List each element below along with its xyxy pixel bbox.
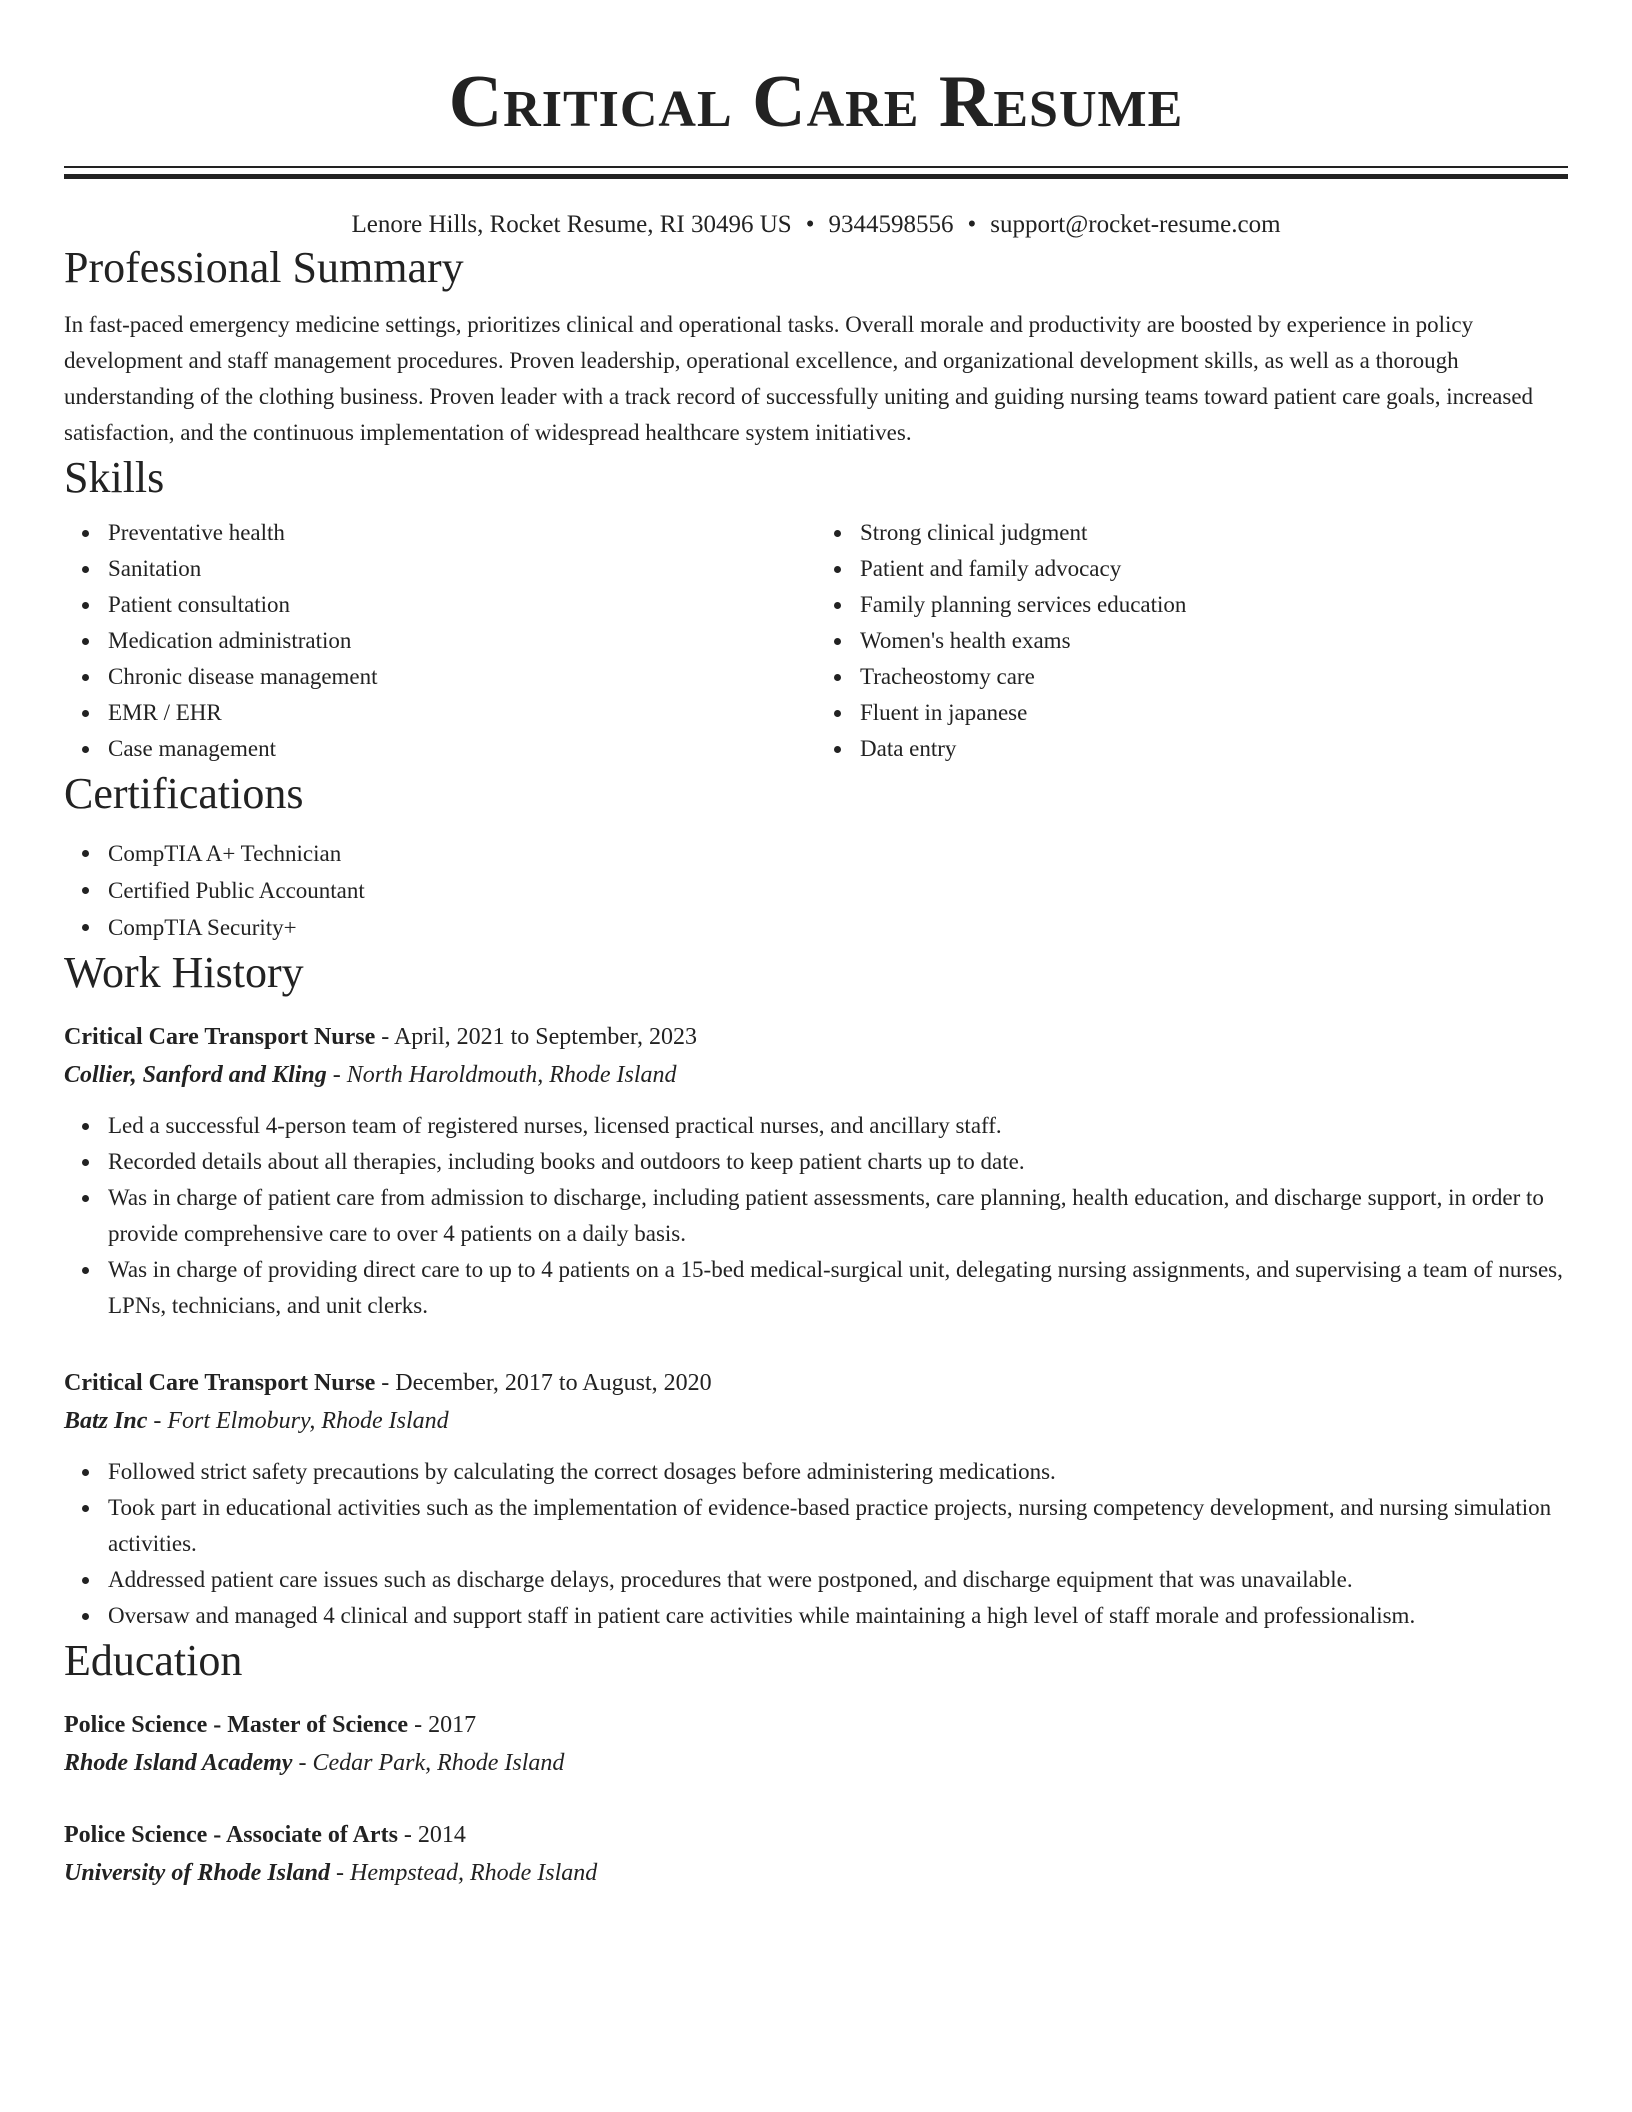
skill-item: Data entry — [860, 731, 1568, 767]
skills-list-left — [64, 515, 816, 767]
graduation-year: - 2017 — [408, 1712, 477, 1738]
job-bullet: Addressed patient care issues such as discharge delays, procedures that were postponed, and discharge equipment that was unavailable. — [108, 1562, 1568, 1598]
education-heading: Education — [64, 1636, 243, 1685]
job-location: - North Haroldmouth, Rhode Island — [326, 1062, 677, 1088]
job-company: Collier, Sanford and Kling — [64, 1062, 327, 1088]
skill-item: Chronic disease management — [108, 659, 816, 695]
skill-item: EMR / EHR — [108, 695, 816, 731]
school-location: - Hempstead, Rhode Island — [330, 1860, 598, 1886]
skill-item: Family planning services education — [860, 587, 1568, 623]
school-line — [64, 1744, 1568, 1782]
job-dates: - December, 2017 to August, 2020 — [375, 1370, 712, 1396]
certifications-list — [64, 835, 1568, 946]
skill-item: Patient and family advocacy — [860, 551, 1568, 587]
skill-item: Strong clinical judgment — [860, 515, 1568, 551]
job-title: Critical Care Transport Nurse — [64, 1024, 376, 1050]
job-entry — [64, 1364, 1568, 1634]
skill-item: Medication administration — [108, 623, 816, 659]
skills-list-right — [816, 515, 1568, 767]
resume-title: Critical Care Resume — [448, 61, 1184, 143]
job-title: Critical Care Transport Nurse — [64, 1370, 376, 1396]
job-company: Batz Inc — [64, 1408, 148, 1434]
job-bullet: Took part in educational activities such as the implementation of evidence-based practice projects, nursing competency development, and nursing simulation activities. — [108, 1490, 1568, 1562]
degree-line — [64, 1816, 1568, 1854]
job-bullet: Was in charge of providing direct care to up to 4 patients on a 15-bed medical-surgical unit, delegating nursing assignments, and supervising a team of nurses, LPNs, technicians, and unit clerks. — [108, 1252, 1568, 1324]
summary-heading: Professional Summary — [64, 243, 464, 292]
skills-columns — [64, 515, 1568, 767]
job-bullet: Was in charge of patient care from admission to discharge, including patient assessments, care planning, health education, and discharge support, in order to provide comprehensive care to over 4 patients on a daily basis. — [108, 1180, 1568, 1252]
job-title-line — [64, 1364, 1568, 1402]
contact-email: support@rocket-resume.com — [990, 211, 1281, 238]
title-divider-thin — [64, 166, 1568, 168]
job-entry — [64, 1018, 1568, 1324]
degree-line — [64, 1706, 1568, 1744]
skill-item: Patient consultation — [108, 587, 816, 623]
title-divider-thick — [64, 174, 1568, 179]
school-name: University of Rhode Island — [64, 1860, 331, 1886]
job-bullets — [64, 1454, 1568, 1634]
certification-item: Certified Public Accountant — [108, 872, 1568, 909]
contact-line — [64, 209, 1568, 241]
job-title-line — [64, 1018, 1568, 1056]
degree: Police Science - Associate of Arts — [64, 1822, 398, 1848]
graduation-year: - 2014 — [397, 1822, 466, 1848]
certifications-heading: Certifications — [64, 769, 304, 818]
school-location: - Cedar Park, Rhode Island — [292, 1750, 565, 1776]
job-bullet: Led a successful 4-person team of registered nurses, licensed practical nurses, and ancillary staff. — [108, 1108, 1568, 1144]
skill-item: Sanitation — [108, 551, 816, 587]
skill-item: Preventative health — [108, 515, 816, 551]
job-dates: - April, 2021 to September, 2023 — [375, 1024, 697, 1050]
certification-item: CompTIA A+ Technician — [108, 835, 1568, 872]
job-bullet: Recorded details about all therapies, including books and outdoors to keep patient charts up to date. — [108, 1144, 1568, 1180]
contact-separator: • — [805, 211, 815, 238]
contact-phone: 9344598556 — [828, 211, 954, 238]
skill-item: Tracheostomy care — [860, 659, 1568, 695]
skill-item: Fluent in japanese — [860, 695, 1568, 731]
contact-separator: • — [967, 211, 977, 238]
degree: Police Science - Master of Science — [64, 1712, 409, 1738]
work-history-heading: Work History — [64, 948, 304, 997]
job-location: - Fort Elmobury, Rhode Island — [147, 1408, 449, 1434]
job-bullet: Oversaw and managed 4 clinical and support staff in patient care activities while maintaining a high level of staff morale and professionalism. — [108, 1598, 1568, 1634]
education-entry — [64, 1706, 1568, 1782]
skills-heading: Skills — [64, 453, 165, 502]
job-company-line — [64, 1402, 1568, 1440]
job-company-line — [64, 1056, 1568, 1094]
contact-address: Lenore Hills, Rocket Resume, RI 30496 US — [351, 211, 792, 238]
skill-item: Case management — [108, 731, 816, 767]
job-bullet: Followed strict safety precautions by calculating the correct dosages before administering medications. — [108, 1454, 1568, 1490]
school-name: Rhode Island Academy — [64, 1750, 293, 1776]
school-line — [64, 1854, 1568, 1892]
certification-item: CompTIA Security+ — [108, 909, 1568, 946]
education-entry — [64, 1816, 1568, 1892]
skill-item: Women's health exams — [860, 623, 1568, 659]
job-bullets — [64, 1108, 1568, 1324]
summary-text: In fast-paced emergency medicine settings, prioritizes clinical and operational tasks. Overall morale and productivity are boosted by experience in policy development and staff management procedures. Proven leadership, operational excellence, and organizational development skills, as well as a thorough understanding of the clothing business. Proven leader with a track record of successfully uniting and guiding nursing teams toward patient care goals, increased satisfaction, and the continuous implementation of widespread healthcare system initiatives. — [64, 312, 1534, 445]
